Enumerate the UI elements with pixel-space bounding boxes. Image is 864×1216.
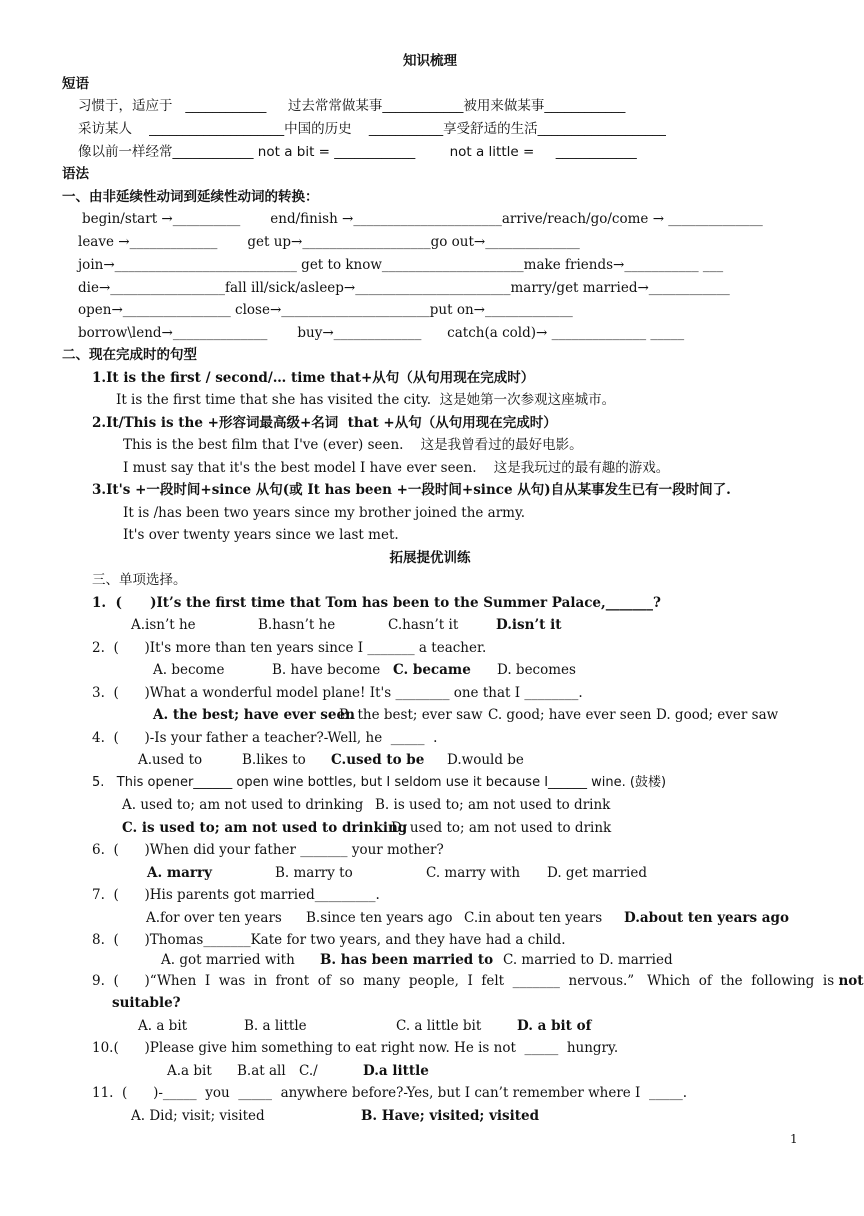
option-5d: D. used to; am not used to drink [391, 820, 612, 836]
option-3d: D. good; ever saw [656, 707, 779, 723]
question-1: 1. ( )It’s the first time that Tom has been to the Summer Palace,_______? [92, 595, 661, 611]
option-8b: B. has been married to [320, 952, 494, 968]
verb-row-5: open→________________ close→______________________put on→_____________ [78, 302, 573, 318]
question-10: 10.( )Please give him something to eat right now. He is not _____ hungry. [92, 1040, 619, 1056]
option-4d: D.would be [447, 752, 524, 768]
option-5b: B. is used to; am not used to drink [375, 797, 611, 813]
training-title: 拓展提优训练 [389, 550, 471, 566]
option-2a: A. become [153, 662, 225, 678]
option-1b: B.hasn’t he [258, 617, 336, 633]
question-5: 5. This opener______ open wine bottles, but I seldom use it because I______ wine. (鼓楼) [92, 775, 667, 790]
verb-row-1: begin/start →__________ end/finish →______________________arrive/reach/go/come → ______________ [82, 211, 763, 227]
option-8d: D. married [599, 952, 673, 968]
option-3c: C. good; have ever seen [488, 707, 652, 723]
option-9d: D. a bit of [517, 1018, 592, 1034]
option-8c: C. married to [503, 952, 594, 968]
phrases-heading: 短语 [62, 76, 89, 92]
pattern-1: 1.It is the first / second/… time that+从句（从句用现在完成时） [92, 370, 535, 386]
verb-row-2: leave →_____________ get up→___________________go out→______________ [78, 234, 580, 250]
verb-row-6: borrow\lend→______________ buy→_____________ catch(a cold)→ ______________ _____ [78, 325, 685, 341]
page-number: 1 [790, 1132, 798, 1146]
option-2d: D. becomes [497, 662, 576, 678]
verb-row-4: die→_________________fall ill/sick/asleep→_______________________marry/get married→____________ [78, 280, 730, 296]
phrase-line-1: 习惯于，适应于 ____________ 过去常常做某事____________被用来做某事____________ [78, 98, 626, 114]
section-1-heading: 一、由非延续性动词到延续性动词的转换： [62, 189, 319, 205]
question-6: 6. ( )When did your father _______ your mother? [92, 842, 444, 858]
option-1d: D.isn’t it [496, 617, 562, 633]
pattern-1-example: It is the first time that she has visited the city. 这是她第一次参观这座城市。 [116, 392, 616, 408]
option-7c: C.in about ten years [464, 910, 603, 926]
question-3: 3. ( )What a wonderful model plane! It's ________ one that I ________. [92, 685, 583, 701]
option-4b: B.likes to [242, 752, 306, 768]
option-6d: D. get married [547, 865, 647, 881]
pattern-2-example-2: I must say that it's the best model I have ever seen. 这是我玩过的最有趣的游戏。 [123, 460, 670, 476]
option-1c: C.hasn’t it [388, 617, 459, 633]
page-title: 知识梳理 [403, 53, 457, 69]
question-9-continued: suitable? [112, 995, 181, 1011]
option-7b: B.since ten years ago [306, 910, 453, 926]
option-2b: B. have become [272, 662, 381, 678]
pattern-2-example-1: This is the best film that I've (ever) seen. 这是我曾看过的最好电影。 [123, 437, 583, 453]
option-3a: A. the best; have ever seen [153, 707, 355, 723]
section-2-heading: 二、现在完成时的句型 [62, 347, 197, 363]
option-9a: A. a bit [138, 1018, 188, 1034]
option-5c: C. is used to; am not used to drinking [122, 820, 408, 836]
phrase-line-2: 采访某人 ____________________中国的历史 ___________享受舒适的生活___________________ [78, 121, 666, 137]
question-9-text: 9. ( )“When I was in front of so many people, I felt _______ nervous.” Which of the following is [92, 973, 835, 989]
question-4: 4. ( )-Is your father a teacher?-Well, he _____ . [92, 730, 438, 746]
pattern-2: 2.It/This is the +形容词最高级+名词 that +从句（从句用现在完成时） [92, 415, 557, 431]
option-10d: D.a little [363, 1063, 429, 1079]
option-6a: A. marry [147, 865, 212, 881]
phrase-line-3: 像以前一样经常____________ not a bit = ____________ not a little = ____________ [78, 144, 637, 160]
option-9b: B. a little [244, 1018, 307, 1034]
question-11: 11. ( )-_____ you _____ anywhere before?-Yes, but I can’t remember where I _____. [92, 1085, 688, 1101]
option-6b: B. marry to [275, 865, 353, 881]
question-9 [92, 972, 864, 990]
pattern-3-example-2: It's over twenty years since we last met. [123, 527, 399, 543]
question-8: 8. ( )Thomas_______Kate for two years, and they have had a child. [92, 932, 566, 948]
section-3-heading: 三、单项选择。 [92, 572, 187, 588]
grammar-heading: 语法 [62, 166, 89, 182]
option-10a: A.a bit [167, 1063, 212, 1079]
option-3b: B. the best; ever saw [339, 707, 483, 723]
option-11b: B. Have; visited; visited [361, 1108, 540, 1124]
option-10b: B.at all [237, 1063, 286, 1079]
option-7d: D.about ten years ago [624, 910, 789, 926]
option-8a: A. got married with [161, 952, 295, 968]
option-4c: C.used to be [331, 752, 425, 768]
verb-row-3: join→___________________________ get to know_____________________make friends→___________ ___ [78, 257, 724, 273]
option-4a: A.used to [138, 752, 203, 768]
option-5a: A. used to; am not used to drinking [122, 797, 364, 813]
question-2: 2. ( )It's more than ten years since I _______ a teacher. [92, 640, 487, 656]
option-2c: C. became [393, 662, 471, 678]
option-6c: C. marry with [426, 865, 521, 881]
option-7a: A.for over ten years [146, 910, 282, 926]
pattern-3: 3.It's +一段时间+since 从句(或 It has been +一段时间+since 从句)自从某事发生已有一段时间了. [92, 482, 731, 498]
option-1a: A.isn’t he [131, 617, 196, 633]
option-11a: A. Did; visit; visited [131, 1108, 265, 1124]
option-9c: C. a little bit [396, 1018, 482, 1034]
option-10c: C./ [299, 1063, 318, 1079]
pattern-3-example-1: It is /has been two years since my brother joined the army. [123, 505, 526, 521]
question-9-not: not [838, 973, 864, 989]
question-7: 7. ( )His parents got married_________. [92, 887, 380, 903]
